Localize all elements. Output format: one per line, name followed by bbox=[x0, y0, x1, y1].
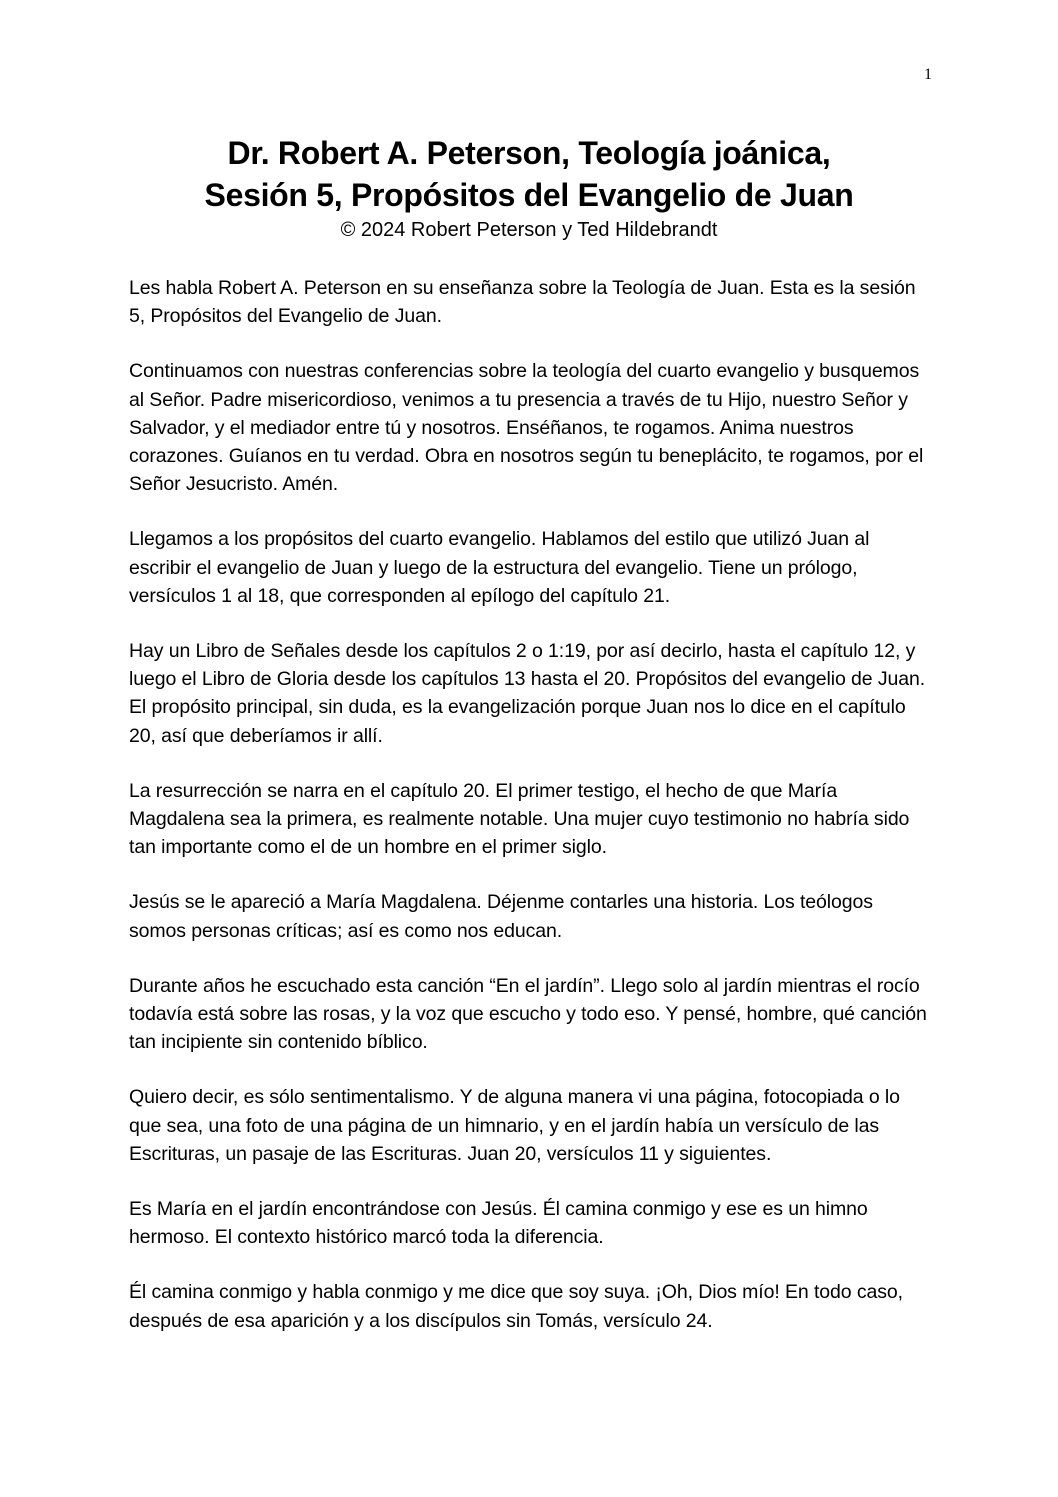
paragraph: Jesús se le apareció a María Magdalena. Déjenme contarles una historia. Los teólogos somos personas críticas; así es como nos educan. bbox=[129, 891, 873, 942]
paragraph: Llegamos a los propósitos del cuarto evangelio. Hablamos del estilo que utilizó Juan al escribir el evangelio de Juan y luego de la estructura del evangelio. Tiene un prólogo, versículos 1 al 18, que corresponden al epílogo del capítulo 21. bbox=[129, 528, 870, 607]
page-number: 1 bbox=[924, 66, 932, 83]
paragraph: Es María en el jardín encontrándose con Jesús. Él camina conmigo y ese es un himno hermoso. El contexto histórico marcó toda la diferencia. bbox=[129, 1198, 868, 1249]
paragraph: La resurrección se narra en el capítulo 20. El primer testigo, el hecho de que María Magdalena sea la primera, es realmente notable. Una mujer cuyo testimonio no habría sido tan importante como el de un hombre en el primer siglo. bbox=[129, 779, 910, 859]
paragraph: Hay un Libro de Señales desde los capítulos 2 o 1:19, por así decirlo, hasta el capítulo 12, y luego el Libro de Gloria desde los capítulos 13 hasta el 20. Propósitos del evangelio de Juan. El propósito principal, sin duda, es la evangelización porque Juan nos lo dice en el capítulo 20, así que deberíamos ir allí. bbox=[129, 640, 926, 747]
paragraph: Durante años he escuchado esta canción “En el jardín”. Llego solo al jardín mientras el rocío todavía está sobre las rosas, y la voz que escucho y todo eso. Y pensé, hombre, qué canción tan incipiente sin contenido bíblico. bbox=[129, 974, 927, 1054]
document-header bbox=[0, 132, 1058, 244]
paragraph: Quiero decir, es sólo sentimentalismo. Y de alguna manera vi una página, fotocopiada o lo que sea, una foto de una página de un himnario, y en el jardín había un versículo de las Escrituras, un pasaje de las Escrituras. Juan 20, versículos 11 y siguientes. bbox=[129, 1086, 900, 1165]
title-line-1: Dr. Robert A. Peterson, Teología joánica, bbox=[227, 135, 831, 171]
paragraph: Él camina conmigo y habla conmigo y me dice que soy suya. ¡Oh, Dios mío! En todo caso, después de esa aparición y a los discípulos sin Tomás, versículo 24. bbox=[129, 1281, 903, 1332]
paragraph: Les habla Robert A. Peterson en su enseñanza sobre la Teología de Juan. Esta es la sesión 5, Propósitos del Evangelio de Juan. bbox=[129, 277, 916, 328]
title-line-2: Sesión 5, Propósitos del Evangelio de Juan bbox=[204, 177, 854, 213]
document-body bbox=[129, 274, 929, 1362]
paragraph: Continuamos con nuestras conferencias sobre la teología del cuarto evangelio y busquemos al Señor. Padre misericordioso, venimos a tu presencia a través de tu Hijo, nuestro Señor y Salvador, y el mediador entre tú y nosotros. Enséñanos, te rogamos. Anima nuestros corazones. Guíanos en tu verdad. Obra en nosotros según tu beneplácito, te rogamos, por el Señor Jesucristo. Amén. bbox=[129, 360, 924, 496]
copyright-notice: © 2024 Robert Peterson y Ted Hildebrandt bbox=[340, 219, 718, 241]
